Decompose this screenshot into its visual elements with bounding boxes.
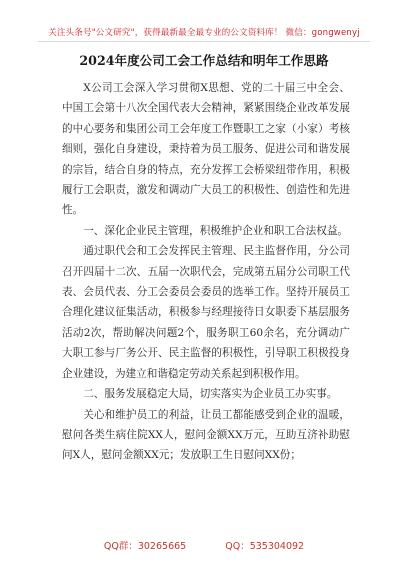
paragraph-section-1: 通过职代会和工会发挥民主管理、民主监督作用，分公司召开四届十二次、五届一次职代会，完成第五届分公司职工代表、会员代表、分工会委员会委员的选举工作。坚持开展员工合理化建议征集活动，积极参与经理接待日女职委下基层服务活动2次，帮助解决问题2个，服务职工60余名，充分调动广大职工参与厂务公开、民主监督的积极性，引导职工积极投身企业建设，为建立和谐稳定劳动关系起到积极作用。 — [62, 245, 350, 380]
banner-divider — [38, 41, 370, 42]
paragraph-section-2: 关心和维护员工的利益，让员工都能感受到企业的温暖，慰问各类生病住院XX人，慰问金额XX万元，互助互济补助慰问X人，慰问金额XX元；发放职工生日慰问XX份； — [62, 408, 350, 462]
top-banner: 关注头条号"公文研究"，获得最新最全最专业的公文资料库！ 微信：gongwenyj — [48, 28, 360, 38]
document-body — [62, 78, 350, 466]
footer-contact — [0, 538, 408, 552]
document-title: 2024年度公司工会工作总结和明年工作思路 — [79, 53, 329, 68]
footer-qq: QQ：535304092 — [225, 541, 305, 552]
paragraph-intro: X公司工会深入学习贯彻X思想、党的二十届三中全会、中国工会第十八次全国代表大会精神，紧紧围绕企业改革发展的中心要务和集团公司工会年度工作暨职工之家（小家）考核细则，强化自身建设，秉持着为员工服务、促进公司和谐发展的宗旨，结合自身的特点，充分发挥工会桥梁纽带作用，积极履行工会职责，激发和调动广大员工的积极性、创造性和先进性。 — [62, 82, 350, 217]
section-heading-1: 一、深化企业民主管理，积极维护企业和职工合法权益。 — [83, 224, 349, 237]
section-heading-2: 二、服务发展稳定大局，切实落实为企业员工办实事。 — [83, 388, 338, 401]
footer-qq-group: QQ群：30265665 — [103, 541, 187, 552]
